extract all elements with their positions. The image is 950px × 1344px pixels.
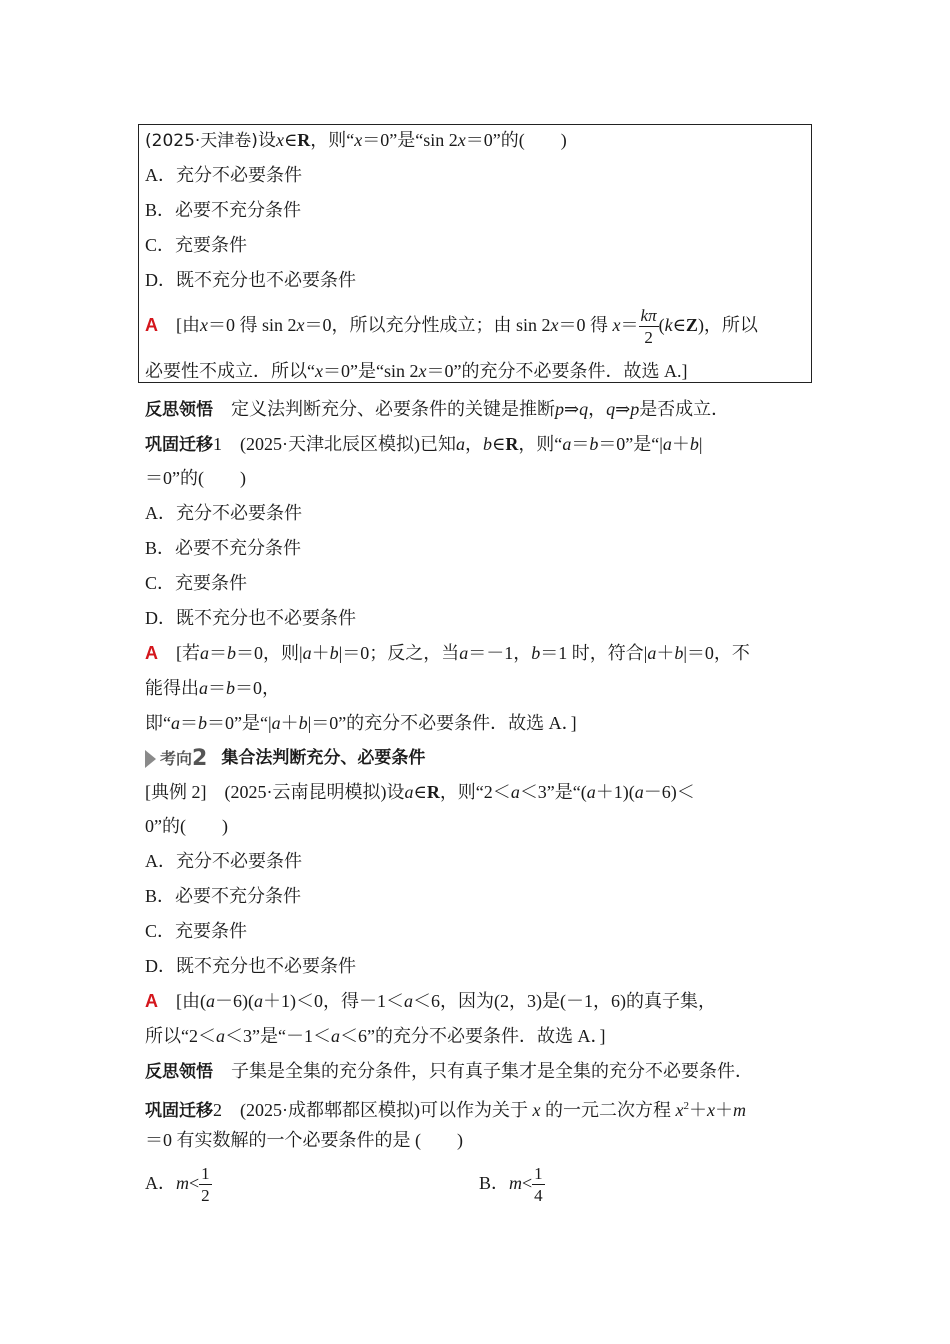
example2-solution-line2: 所以“2＜a＜3”是“－1＜a＜6”的充分不必要条件．故选 A．] [145,1026,606,1046]
practice1-option-a: A．充分不必要条件 [145,503,302,523]
practice2-stem-line1: 巩固迁移2 (2025·成都郫都区模拟)可以作为关于 x 的一元二次方程 $x^2+x+m$ [145,1100,746,1121]
example2-solution-line1: A [由(a－6)(a＋1)＜0，得－1＜a＜6，因为(2，3)是(－1，6)的真子集， [145,991,716,1011]
practice2-stem-line2: ＝0 有实数解的一个必要条件的是 ( ) [145,1130,463,1150]
reflect2: 反思领悟 子集是全集的充分条件，只有真子集才是全集的充分不必要条件． [145,1061,753,1082]
practice2-option-b: B．m< $\frac{1}{4}$ [479,1164,543,1206]
reflect1: 反思领悟 定义法判断充分、必要条件的关键是推断p⇒q，q⇒p是否成立． [145,399,730,420]
section2-title: 集合法判断充分、必要条件 [221,748,426,768]
q1-stem: (2025·天津卷)设x∈R，则“x＝0”是“sin 2x＝0”的( ) [145,130,567,151]
practice1-solution-line3: 即“a＝b＝0”是“|a＋b|＝0”的充分不必要条件．故选 A．] [145,713,577,733]
example2-answer: A [145,991,158,1011]
practice2-option-a: A．m< $\frac{1}{2}$ [145,1164,210,1206]
practice1-option-d: D．既不充分也不必要条件 [145,608,356,628]
q1-option-b: B．必要不充分条件 [145,200,302,220]
practice1-solution-line1: A [若a＝b＝0，则|a＋b|＝0；反之，当a＝－1，b＝1 时，符合|a＋b|＝0，不 [145,643,750,663]
fraction-kpi-over-2: $\frac{k\pi}{2}$ [640,306,657,348]
section2-tag: 考向 [160,748,193,768]
q1-option-c: C．充要条件 [145,235,248,255]
section2-heading [145,745,425,771]
q1-answer: A [145,315,158,335]
example2-option-c: C．充要条件 [145,921,248,941]
q1-option-a: A．充分不必要条件 [145,165,302,185]
example2-option-d: D．既不充分也不必要条件 [145,956,356,976]
q1-solution-line2: 必要性不成立．所以“x＝0”是“sin 2x＝0”的充分不必要条件．故选 A.] [145,361,688,381]
practice1-option-c: C．充要条件 [145,573,248,593]
example2-stem-line1: [典例 2] (2025·云南昆明模拟)设a∈R，则“2＜a＜3”是“(a＋1)(a－6)＜ [145,782,695,802]
example2-stem-line2: 0”的( ) [145,816,228,836]
practice1-answer: A [145,643,158,663]
example2-option-a: A．充分不必要条件 [145,851,302,871]
q1-solution-line1: A [由x＝0 得 sin 2x＝0，所以充分性成立；由 sin 2x＝0 得 x＝ $\frac{k\pi}{2}$ (k∈Z)，所以 [145,306,758,348]
practice1-stem-line1: 巩固迁移1 (2025·天津北辰区模拟)已知a，b∈R，则“a＝b＝0”是“|a＋b| [145,434,703,455]
practice1-option-b: B．必要不充分条件 [145,538,302,558]
fraction-1-over-2: $\frac{1}{2}$ [201,1164,210,1206]
example2-option-b: B．必要不充分条件 [145,886,302,906]
section2-tag-number: 2 [192,745,208,771]
fraction-1-over-4: $\frac{1}{4}$ [534,1164,543,1206]
triangle-marker-icon [145,750,156,768]
q1-option-d: D．既不充分也不必要条件 [145,270,356,290]
practice1-stem-line2: ＝0”的( ) [145,468,246,488]
practice1-solution-line2: 能得出a＝b＝0， [145,678,280,698]
